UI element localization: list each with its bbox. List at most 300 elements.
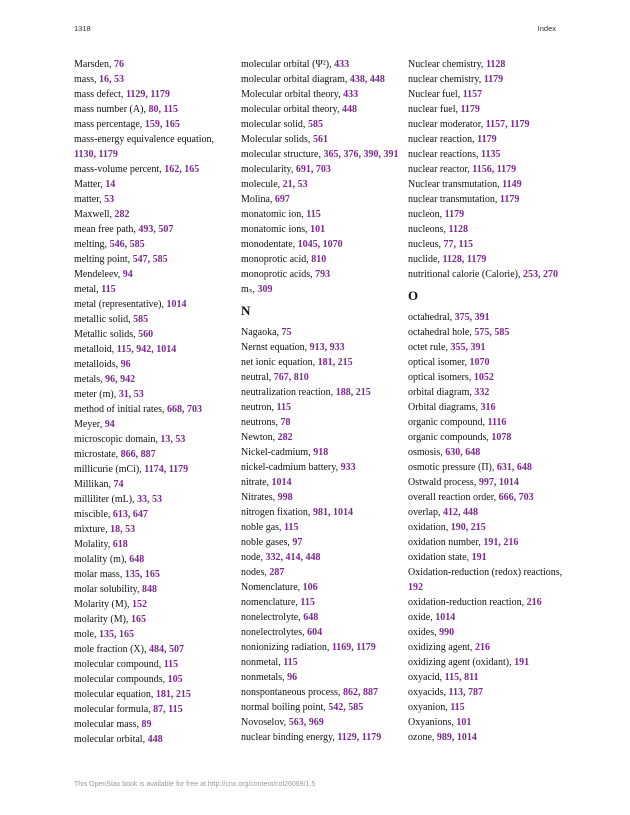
index-term: nomenclature, — [241, 597, 301, 608]
index-term: overlap, — [408, 507, 443, 518]
index-entry — [408, 670, 568, 685]
page-footer: This OpenStax book is available for free at http://cnx.org/content/col26069/1.5 — [74, 781, 316, 788]
page-references[interactable]: 76 — [114, 59, 124, 70]
index-term: optical isomer, — [408, 357, 470, 368]
page-references[interactable]: 97 — [292, 537, 303, 548]
index-entry — [408, 475, 568, 490]
index-entry — [241, 57, 401, 72]
page-references[interactable]: 115 — [283, 657, 298, 668]
index-entry — [74, 672, 234, 687]
index-entry — [241, 177, 401, 192]
index-entry — [74, 582, 234, 597]
page-references[interactable]: 106 — [302, 582, 318, 593]
page-references[interactable]: 484, 507 — [148, 644, 184, 655]
page-references[interactable]: 998 — [277, 492, 293, 503]
page-references[interactable]: 1128 — [485, 59, 506, 70]
index-term: Nickel-cadmium, — [241, 447, 314, 458]
page-references[interactable]: 1135 — [481, 149, 501, 160]
page-references[interactable]: 101 — [456, 717, 472, 728]
index-term: Nuclear chemistry, — [408, 59, 486, 70]
index-term: oxide, — [408, 612, 436, 623]
index-term: metalloids, — [74, 359, 121, 370]
index-term: molecular equation, — [74, 689, 156, 700]
page-references[interactable]: 89 — [141, 719, 152, 730]
index-term: nuclear fuel, — [408, 104, 461, 115]
index-entry — [408, 550, 568, 565]
page-references[interactable]: 433 — [343, 89, 359, 100]
page-references[interactable]: 1070 — [469, 357, 490, 368]
index-entry — [241, 685, 401, 700]
page-references[interactable]: 666, 703 — [498, 492, 534, 503]
index-entry — [241, 385, 401, 400]
page-references[interactable]: 542, 585 — [328, 702, 364, 713]
index-term: net ionic equation, — [241, 357, 318, 368]
index-entry — [408, 505, 568, 520]
page-references[interactable]: 1179 — [460, 104, 480, 115]
page-references[interactable]: 253, 270 — [522, 269, 558, 280]
page-references[interactable]: 630, 648 — [445, 447, 481, 458]
index-term: miscible, — [74, 509, 113, 520]
page-references[interactable]: 1157 — [462, 89, 483, 100]
index-entry — [74, 717, 234, 732]
page-references[interactable]: 78 — [280, 417, 291, 428]
page-references[interactable]: 1116 — [487, 417, 507, 428]
page-references[interactable]: 1128 — [448, 224, 468, 235]
index-entry — [74, 447, 234, 462]
index-term: metallic solid, — [74, 314, 134, 325]
index-entry — [408, 655, 568, 670]
index-term: mole fraction (X), — [74, 644, 149, 655]
page-number: 1318 — [74, 24, 91, 33]
index-term: molecular compounds, — [74, 674, 168, 685]
page-references[interactable]: 668, 703 — [167, 404, 203, 415]
index-term: Mendeleev, — [74, 269, 123, 280]
index-term: nickel-cadmium battery, — [241, 462, 341, 473]
page-references[interactable]: 918 — [313, 447, 329, 458]
page-references[interactable]: 1179 — [444, 209, 465, 220]
index-entry — [74, 627, 234, 642]
index-term: Matter, — [74, 179, 106, 190]
index-term: millicurie (mCi), — [74, 464, 145, 475]
index-term: oxidizing agent, — [408, 642, 475, 653]
page-references[interactable]: 1014 — [435, 612, 456, 623]
page-references[interactable]: 810 — [311, 254, 327, 265]
index-entry — [241, 580, 401, 595]
page-references[interactable]: 1129, 1179 — [337, 732, 382, 743]
index-term: oxidation number, — [408, 537, 484, 548]
page-references[interactable]: 438, 448 — [349, 74, 385, 85]
page-references[interactable]: 648 — [129, 554, 145, 565]
index-entry — [241, 192, 401, 207]
index-entry — [241, 595, 401, 610]
page-references[interactable]: 613, 647 — [112, 509, 148, 520]
index-entry — [74, 132, 234, 162]
index-entry — [74, 567, 234, 582]
index-entry — [408, 370, 568, 385]
page-references[interactable]: 287 — [269, 567, 285, 578]
page-references[interactable]: 21, 53 — [282, 179, 308, 190]
page-references[interactable]: 981, 1014 — [312, 507, 353, 518]
index-entry — [241, 460, 401, 475]
index-entry — [74, 102, 234, 117]
page-references[interactable]: 181, 215 — [317, 357, 353, 368]
page-references[interactable]: 159, 165 — [144, 119, 180, 130]
index-entry — [74, 597, 234, 612]
page-references[interactable]: 115 — [306, 209, 321, 220]
page-references[interactable]: 96 — [120, 359, 131, 370]
index-entry — [74, 537, 234, 552]
page-references[interactable]: 1078 — [491, 432, 512, 443]
page-references[interactable]: 216 — [474, 642, 490, 653]
page-references[interactable]: 767, 810 — [273, 372, 309, 383]
page-references[interactable]: 162, 165 — [164, 164, 200, 175]
index-term: normal boiling point, — [241, 702, 329, 713]
index-term: metal, — [74, 284, 102, 295]
page-references[interactable]: 862, 887 — [342, 687, 378, 698]
index-entry — [241, 535, 401, 550]
page-references[interactable]: 1130, 1179 — [74, 149, 118, 160]
page-references[interactable]: 1174, 1179 — [144, 464, 189, 475]
page-references[interactable]: 448 — [341, 104, 357, 115]
index-term: Molarity (M), — [74, 599, 133, 610]
page-references[interactable]: 115 — [276, 402, 291, 413]
page-references[interactable]: 115, 942, 1014 — [116, 344, 177, 355]
page-references[interactable]: 13, 53 — [160, 434, 186, 445]
index-entry — [241, 282, 401, 297]
index-term: node, — [241, 552, 266, 563]
index-entry — [408, 147, 568, 162]
index-entry — [74, 402, 234, 417]
index-entry — [74, 297, 234, 312]
index-term: neutral, — [241, 372, 274, 383]
index-term: Marsden, — [74, 59, 114, 70]
index-term: nonspontaneous process, — [241, 687, 343, 698]
page-references[interactable]: 1128, 1179 — [442, 254, 487, 265]
page-references[interactable]: 1156, 1179 — [472, 164, 517, 175]
index-term: Millikan, — [74, 479, 114, 490]
page-references[interactable]: 94 — [122, 269, 133, 280]
index-term: matter, — [74, 194, 105, 205]
index-entry — [241, 475, 401, 490]
page-references[interactable]: 115 — [163, 659, 179, 670]
index-term: nonionizing radiation, — [241, 642, 332, 653]
index-term: Meyer, — [74, 419, 105, 430]
index-entry — [74, 552, 234, 567]
page-references[interactable]: 604 — [307, 627, 323, 638]
page-references[interactable]: 75 — [281, 327, 292, 338]
index-term: monatomic ion, — [241, 209, 307, 220]
index-term: metalloid, — [74, 344, 117, 355]
page-references[interactable]: 547, 585 — [132, 254, 168, 265]
index-term: melting point, — [74, 254, 133, 265]
page-references[interactable]: 115 — [300, 597, 315, 608]
page-references[interactable]: 192 — [408, 582, 423, 593]
index-entry — [408, 132, 568, 147]
index-entry — [241, 72, 401, 87]
index-entry — [74, 432, 234, 447]
index-term: Novoselov, — [241, 717, 289, 728]
index-term: molar mass, — [74, 569, 125, 580]
page-references[interactable]: 191, 216 — [483, 537, 519, 548]
index-term: molecular structure, — [241, 149, 324, 160]
page-references[interactable]: 74 — [113, 479, 124, 490]
page-references[interactable]: 493, 507 — [138, 224, 174, 235]
index-term: ozone, — [408, 732, 437, 743]
index-term: monodentate, — [241, 239, 298, 250]
page-references[interactable]: 113, 787 — [448, 687, 483, 698]
index-term: Maxwell, — [74, 209, 115, 220]
index-entry — [408, 192, 568, 207]
page-references[interactable]: 190, 215 — [450, 522, 486, 533]
index-term: microstate, — [74, 449, 121, 460]
page-references[interactable]: 365, 376, 390, 391 — [323, 149, 399, 160]
page-references[interactable]: 105 — [167, 674, 183, 685]
index-term: melting, — [74, 239, 110, 250]
page-references[interactable]: 1014 — [271, 477, 292, 488]
index-entry — [74, 72, 234, 87]
page-references[interactable]: 115 — [450, 702, 465, 713]
page-references[interactable]: 96, 942 — [105, 374, 136, 385]
index-entry — [241, 162, 401, 177]
index-entry — [408, 72, 568, 87]
index-term: oxyacids, — [408, 687, 449, 698]
index-entry — [74, 357, 234, 372]
index-entry — [408, 162, 568, 177]
page-references[interactable]: 355, 391 — [450, 342, 486, 353]
index-entry — [408, 520, 568, 535]
index-term: molecular compound, — [74, 659, 164, 670]
index-entry — [241, 730, 401, 745]
page-references[interactable]: 191 — [471, 552, 487, 563]
page-references[interactable]: 181, 215 — [155, 689, 191, 700]
index-term: oxides, — [408, 627, 440, 638]
page-references[interactable]: 631, 648 — [496, 462, 532, 473]
page-references[interactable]: 1052 — [473, 372, 494, 383]
index-entry — [408, 237, 568, 252]
index-term: osmosis, — [408, 447, 446, 458]
page-references[interactable]: 115 — [284, 522, 299, 533]
page-references[interactable]: 793 — [315, 269, 331, 280]
index-entry — [74, 282, 234, 297]
index-entry — [408, 385, 568, 400]
index-term: noble gas, — [241, 522, 285, 533]
index-term: Molality, — [74, 539, 113, 550]
index-entry — [408, 267, 568, 282]
index-term: microscopic domain, — [74, 434, 161, 445]
index-entry — [408, 415, 568, 430]
page-references[interactable]: 563, 969 — [288, 717, 324, 728]
page-references[interactable]: 191 — [514, 657, 530, 668]
index-entry — [74, 687, 234, 702]
index-term: Nomenclature, — [241, 582, 303, 593]
page-references[interactable]: 96 — [287, 672, 298, 683]
index-term: neutrons, — [241, 417, 281, 428]
page-references[interactable]: 1129, 1179 — [125, 89, 170, 100]
index-term: mean free path, — [74, 224, 139, 235]
page-references[interactable]: 101 — [310, 224, 326, 235]
page-references[interactable]: 188, 215 — [335, 387, 371, 398]
index-entry — [241, 565, 401, 580]
index-term: neutralization reaction, — [241, 387, 336, 398]
page-references[interactable]: 997, 1014 — [478, 477, 519, 488]
page-references[interactable]: 433 — [334, 59, 350, 70]
page-references[interactable]: 1157, 1179 — [485, 119, 530, 130]
index-term: nucleons, — [408, 224, 449, 235]
page-references[interactable]: 618 — [112, 539, 128, 550]
index-entry — [74, 222, 234, 237]
index-entry — [408, 177, 568, 192]
index-term: nitrate, — [241, 477, 272, 488]
index-term: Nitrates, — [241, 492, 278, 503]
index-entry — [241, 505, 401, 520]
index-entry — [408, 87, 568, 102]
page-references[interactable]: 648 — [303, 612, 319, 623]
page-references[interactable]: 14 — [105, 179, 116, 190]
index-term: octahedral hole, — [408, 327, 475, 338]
index-entry — [241, 340, 401, 355]
index-term: Oxidation-reduction (redox) reactions, — [408, 567, 563, 578]
page-references[interactable]: 282 — [277, 432, 293, 443]
page-references[interactable]: 561 — [312, 134, 328, 145]
index-term: meter (m), — [74, 389, 119, 400]
index-column-2 — [241, 57, 401, 745]
page-references[interactable]: 989, 1014 — [436, 732, 477, 743]
index-term: organic compound, — [408, 417, 488, 428]
page-references[interactable]: 697 — [274, 194, 290, 205]
index-term: neutron, — [241, 402, 277, 413]
index-term: mass defect, — [74, 89, 126, 100]
page-references[interactable]: 216 — [526, 597, 542, 608]
page-references[interactable]: 585 — [133, 314, 149, 325]
page-references[interactable]: 115 — [101, 284, 116, 295]
page-references[interactable]: 115, 811 — [444, 672, 479, 683]
index-term: Nernst equation, — [241, 342, 310, 353]
index-entry — [74, 162, 234, 177]
page-references[interactable]: 18, 53 — [110, 524, 136, 535]
page-header — [74, 24, 556, 38]
index-entry — [74, 57, 234, 72]
page-references[interactable]: 152 — [132, 599, 148, 610]
page-references[interactable]: 135, 165 — [99, 629, 134, 640]
index-entry — [241, 670, 401, 685]
page-references[interactable]: 53 — [104, 194, 115, 205]
index-entry — [408, 640, 568, 655]
page-references[interactable]: 94 — [104, 419, 115, 430]
page-references[interactable]: 16, 53 — [99, 74, 124, 85]
index-entry — [241, 415, 401, 430]
index-term: milliliter (mL), — [74, 494, 138, 505]
index-entry — [241, 267, 401, 282]
page-references[interactable]: 412, 448 — [443, 507, 478, 518]
index-entry — [241, 700, 401, 715]
index-term: Molina, — [241, 194, 275, 205]
page-references[interactable]: 691, 703 — [295, 164, 331, 175]
index-entry — [241, 207, 401, 222]
page-references[interactable]: 309 — [257, 284, 273, 295]
index-entry — [408, 625, 568, 640]
index-term: nuclear reactions, — [408, 149, 482, 160]
index-term: Molecular orbital theory, — [241, 89, 344, 100]
index-entry — [74, 387, 234, 402]
index-term: Nagaoka, — [241, 327, 282, 338]
page-references[interactable]: 1179 — [477, 134, 497, 145]
page-references[interactable]: 1014 — [166, 299, 187, 310]
page-references[interactable]: 332, 414, 448 — [265, 552, 321, 563]
page-references[interactable]: 332 — [474, 387, 490, 398]
page-references[interactable]: 165 — [130, 614, 146, 625]
index-entry — [408, 685, 568, 700]
index-entry — [408, 595, 568, 610]
page-references[interactable]: 560 — [138, 329, 154, 340]
index-term: Newton, — [241, 432, 278, 443]
page-references[interactable]: 33, 53 — [137, 494, 163, 505]
index-term: nonelectrolyte, — [241, 612, 304, 623]
page-references[interactable]: 848 — [141, 584, 157, 595]
page-references[interactable]: 282 — [114, 209, 130, 220]
page-references[interactable]: 1045, 1070 — [297, 239, 343, 250]
index-term: nuclear reactor, — [408, 164, 473, 175]
index-term: metals, — [74, 374, 106, 385]
index-term: octet rule, — [408, 342, 451, 353]
page-references[interactable]: 316 — [480, 402, 496, 413]
index-term: mass-energy equivalence equation, — [74, 134, 215, 145]
running-title: Index — [537, 24, 556, 33]
page-references[interactable]: 77, 115 — [443, 239, 473, 250]
page-references[interactable]: 866, 887 — [120, 449, 156, 460]
page-references[interactable]: 575, 585 — [474, 327, 510, 338]
index-term: Metallic solids, — [74, 329, 139, 340]
index-term: nutritional calorie (Calorie), — [408, 269, 523, 280]
index-entry — [74, 522, 234, 537]
page-references[interactable]: 990 — [439, 627, 455, 638]
index-entry — [408, 535, 568, 550]
index-entry — [241, 550, 401, 565]
index-entry — [408, 730, 568, 745]
index-entry — [241, 610, 401, 625]
index-entry — [408, 207, 568, 222]
page-references[interactable]: 546, 585 — [109, 239, 145, 250]
page-references[interactable]: 87, 115 — [153, 704, 183, 715]
index-entry — [74, 252, 234, 267]
page-references[interactable]: 31, 53 — [118, 389, 144, 400]
page-references[interactable]: 585 — [307, 119, 323, 130]
page-references[interactable]: 1169, 1179 — [331, 642, 376, 653]
page-references[interactable]: 933 — [340, 462, 356, 473]
index-entry — [74, 192, 234, 207]
index-term: nonelectrolytes, — [241, 627, 308, 638]
page-references[interactable]: 1179 — [499, 194, 520, 205]
page-references[interactable]: 1179 — [483, 74, 504, 85]
page-references[interactable]: 135, 165 — [124, 569, 160, 580]
index-term: nonmetals, — [241, 672, 288, 683]
page-references[interactable]: 80, 115 — [148, 104, 178, 115]
index-entry — [408, 700, 568, 715]
index-term: molecular orbital (Ψ²), — [241, 59, 335, 70]
page-references[interactable]: 1149 — [502, 179, 522, 190]
index-entry — [74, 657, 234, 672]
page-references[interactable]: 913, 933 — [309, 342, 345, 353]
index-entry — [241, 132, 401, 147]
page-references[interactable]: 375, 391 — [454, 312, 490, 323]
index-term: octahedral, — [408, 312, 455, 323]
index-entry — [74, 237, 234, 252]
index-entry — [241, 87, 401, 102]
index-entry — [74, 342, 234, 357]
page-references[interactable]: 448 — [147, 734, 163, 745]
index-entry — [408, 565, 568, 595]
index-term: monoprotic acids, — [241, 269, 316, 280]
index-entry — [241, 355, 401, 370]
